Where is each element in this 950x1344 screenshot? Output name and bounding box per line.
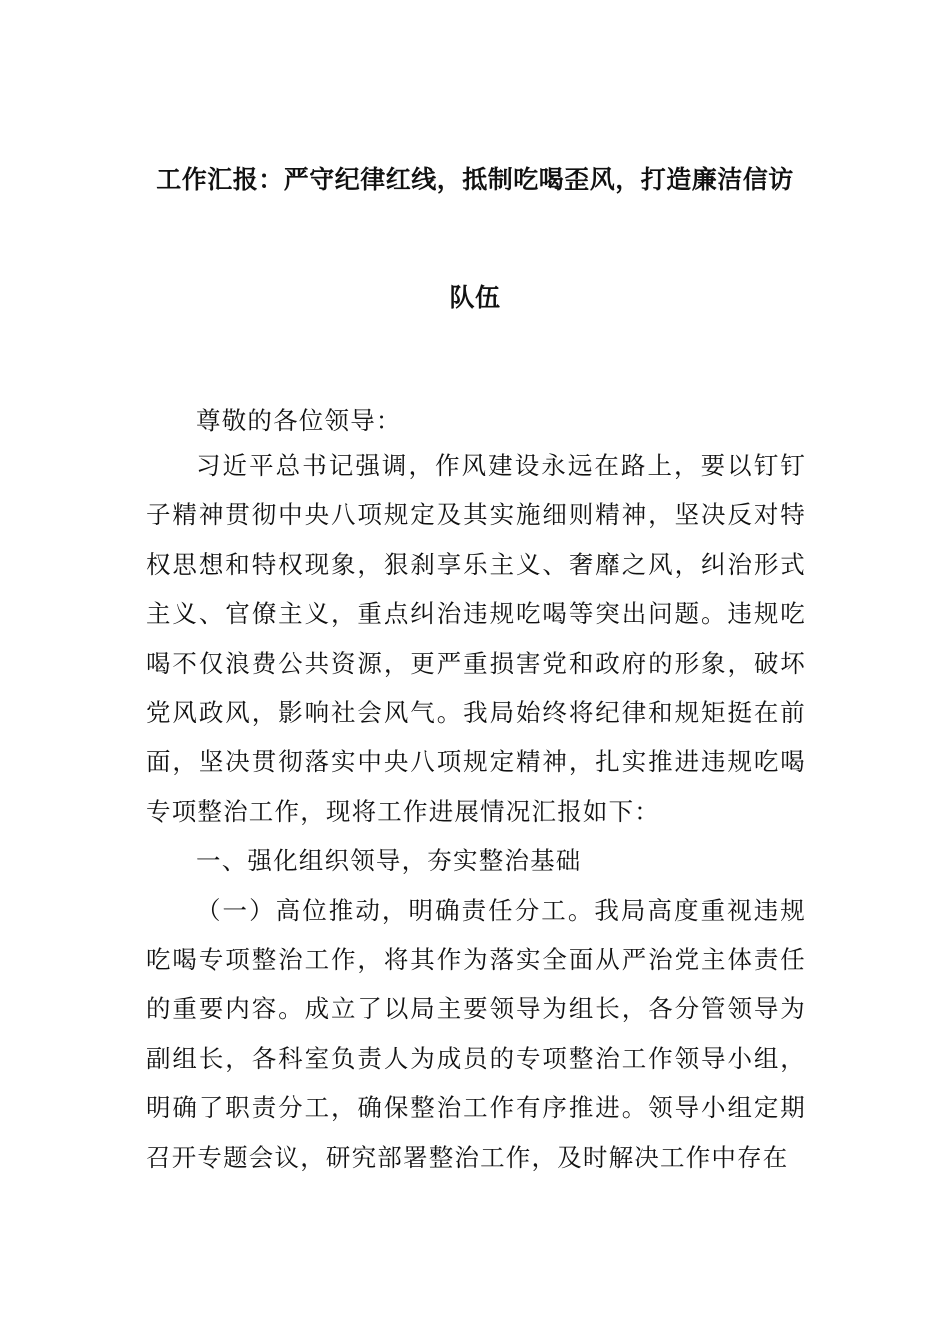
paragraph-intro: 习近平总书记强调，作风建设永远在路上，要以钉钉子精神贯彻中央八项规定及其实施细则精神，坚决反对特权思想和特权现象，狠刹享乐主义、奢靡之风，纠治形式主义、官僚主义，重点纠治违规吃喝等突出问题。违规吃喝不仅浪费公共资源，更严重损害党和政府的形象，破坏党风政风，影响社会风气。我局始终将纪律和规矩挺在前面，坚决贯彻落实中央八项规定精神，扎实推进违规吃喝专项整治工作，现将工作进展情况汇报如下： (146, 451, 806, 826)
salutation-text: 尊敬的各位领导： (196, 406, 402, 435)
paragraph-1-1: （一）高位推动，明确责任分工。我局高度重视违规吃喝专项整治工作，将其作为落实全面从严治党主体责任的重要内容。成立了以局主要领导为组长，各分管领导为副组长，各科室负责人为成员的专项整治工作领导小组，明确了职责分工，确保整治工作有序推进。领导小组定期召开专题会议，研究部署整治工作，及时解决工作中存在 (146, 895, 806, 1172)
document-title-line-2: 队伍 (449, 283, 501, 312)
salutation (146, 396, 806, 445)
document-body (146, 441, 806, 1182)
section-heading-1: 一、强化组织领导，夯实整治基础 (196, 846, 582, 876)
document-title-line-1: 工作汇报：严守纪律红线，抵制吃喝歪风，打造廉洁信访 (156, 165, 794, 194)
